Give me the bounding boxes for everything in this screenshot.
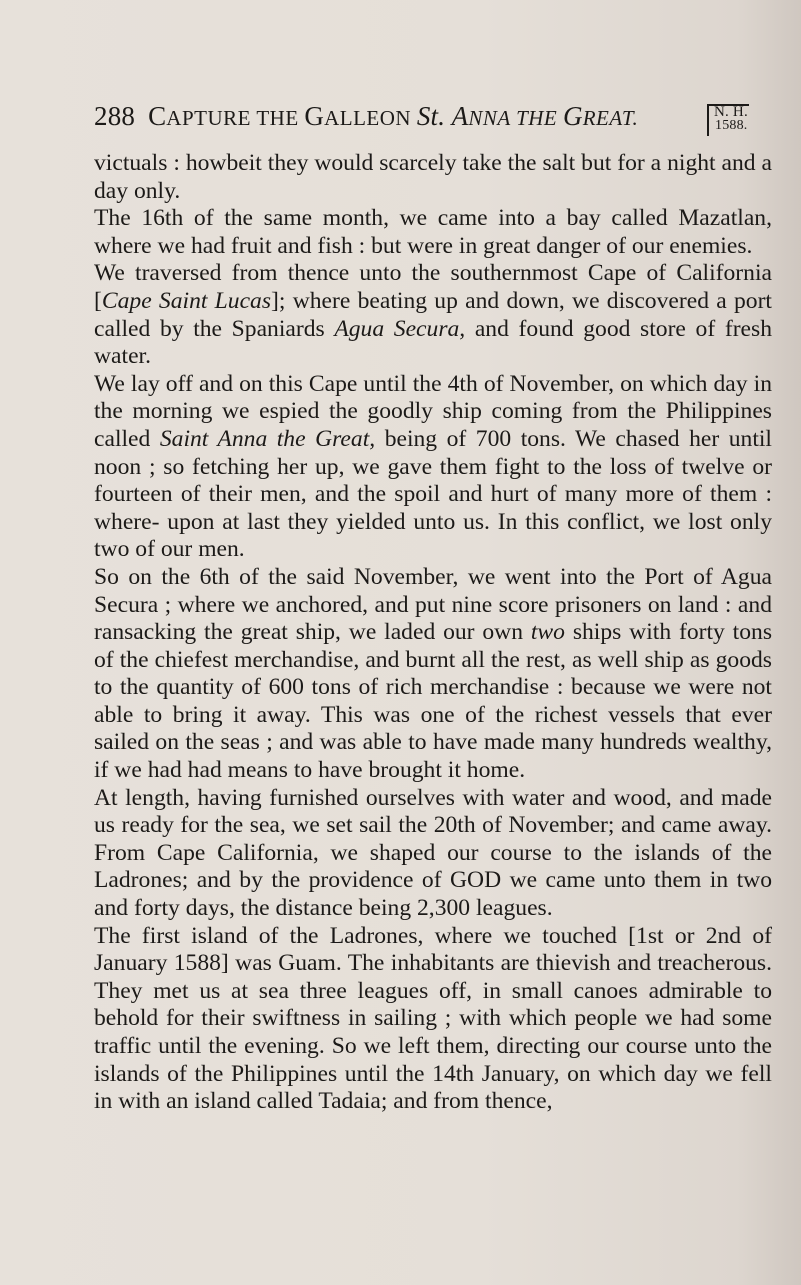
paragraph-text: At length, having furnished ourselves with water and wood, and made us ready for the sea, we set sail the 20th of November; and came away. From Cape California, we shaped our course to the islands of the Ladrones; and by the providence of GOD we came unto them in two and forty days, the distance being 2,300 leagues.	[94, 784, 772, 922]
paragraph-text: being of 700 tons. We chased her until noon ; so fetching her up, we gave them fight to the loss of twelve or fourteen of their men, and the spoil and hurt of many more of them : where- upon at last they yielded unto us. In this conflict, we lost only two of our men.	[94, 425, 772, 563]
italic-text: Saint Anna the Great,	[159, 425, 376, 452]
paragraph	[94, 205, 772, 260]
body-text	[94, 150, 772, 1116]
paragraph-text: We lay off and on this Cape until the 4th of November, on which day in the morning we espied the goodly ship coming from the Philippines called	[94, 370, 772, 452]
paragraph	[94, 260, 772, 370]
page-number: 288	[94, 101, 136, 131]
paragraph-text: ships with forty tons of the chiefest merchandise, and burnt all the rest, as well ship as goods to the quantity of 600 tons of rich merchandise : because we were not able to bring it away. This was one of the richest vessels that ever sailed on the seas ; and was able to have made many hundreds wealthy, if we had had means to have brought it home.	[94, 619, 773, 784]
running-header	[94, 100, 774, 140]
paragraph-text: The first island of the Ladrones, where we touched [1st or 2nd of January 1588] was Guam. The inhabitants are thievish and treacherous. They met us at sea three leagues off, in small canoes admirable to behold for their swiftness in sailing ; with which people we had some traffic until the evening. So we left them, directing our course unto the islands of the Philippines until the 14th January, on which day we fell in with an island called Tadaia; and from thence,	[94, 922, 772, 1115]
paragraph-text: So on the 6th of the said November, we went into the Port of Agua Secura ; where we anchored, and put nine score prisoners on land : and ransacking the great ship, we laded our own	[94, 563, 772, 646]
paragraph	[94, 923, 772, 1116]
margin-ref-year: 1588.	[715, 118, 748, 133]
paragraph	[94, 564, 772, 785]
margin-reference	[707, 98, 749, 138]
header-title: CAPTURE THE GALLEON St. ANNA THE GREAT.	[148, 101, 639, 131]
paragraph-text: and found good store of fresh water.	[94, 315, 772, 370]
paragraph	[94, 371, 772, 564]
italic-text: Agua Secura,	[334, 315, 466, 342]
paragraph-text: ]; where beating up and down, we discovered a port called by the Spaniards	[94, 287, 772, 342]
paragraph-text: The 16th of the same month, we came into a bay called Mazatlan, where we had fruit and fish : but were in great danger of our enemies.	[94, 205, 772, 259]
paragraph-text: We traversed from thence unto the southernmost Cape of California [	[94, 260, 772, 314]
italic-text: two	[530, 619, 565, 646]
italic-text: Cape Saint Lucas	[101, 287, 272, 314]
bracket-vertical-rule	[707, 104, 709, 136]
paragraph	[94, 150, 772, 205]
margin-ref-source: N. H.	[714, 104, 748, 120]
paragraph	[94, 785, 772, 923]
paragraph-text: victuals : howbeit they would scarcely take the salt but for a night and a day only.	[94, 150, 772, 204]
